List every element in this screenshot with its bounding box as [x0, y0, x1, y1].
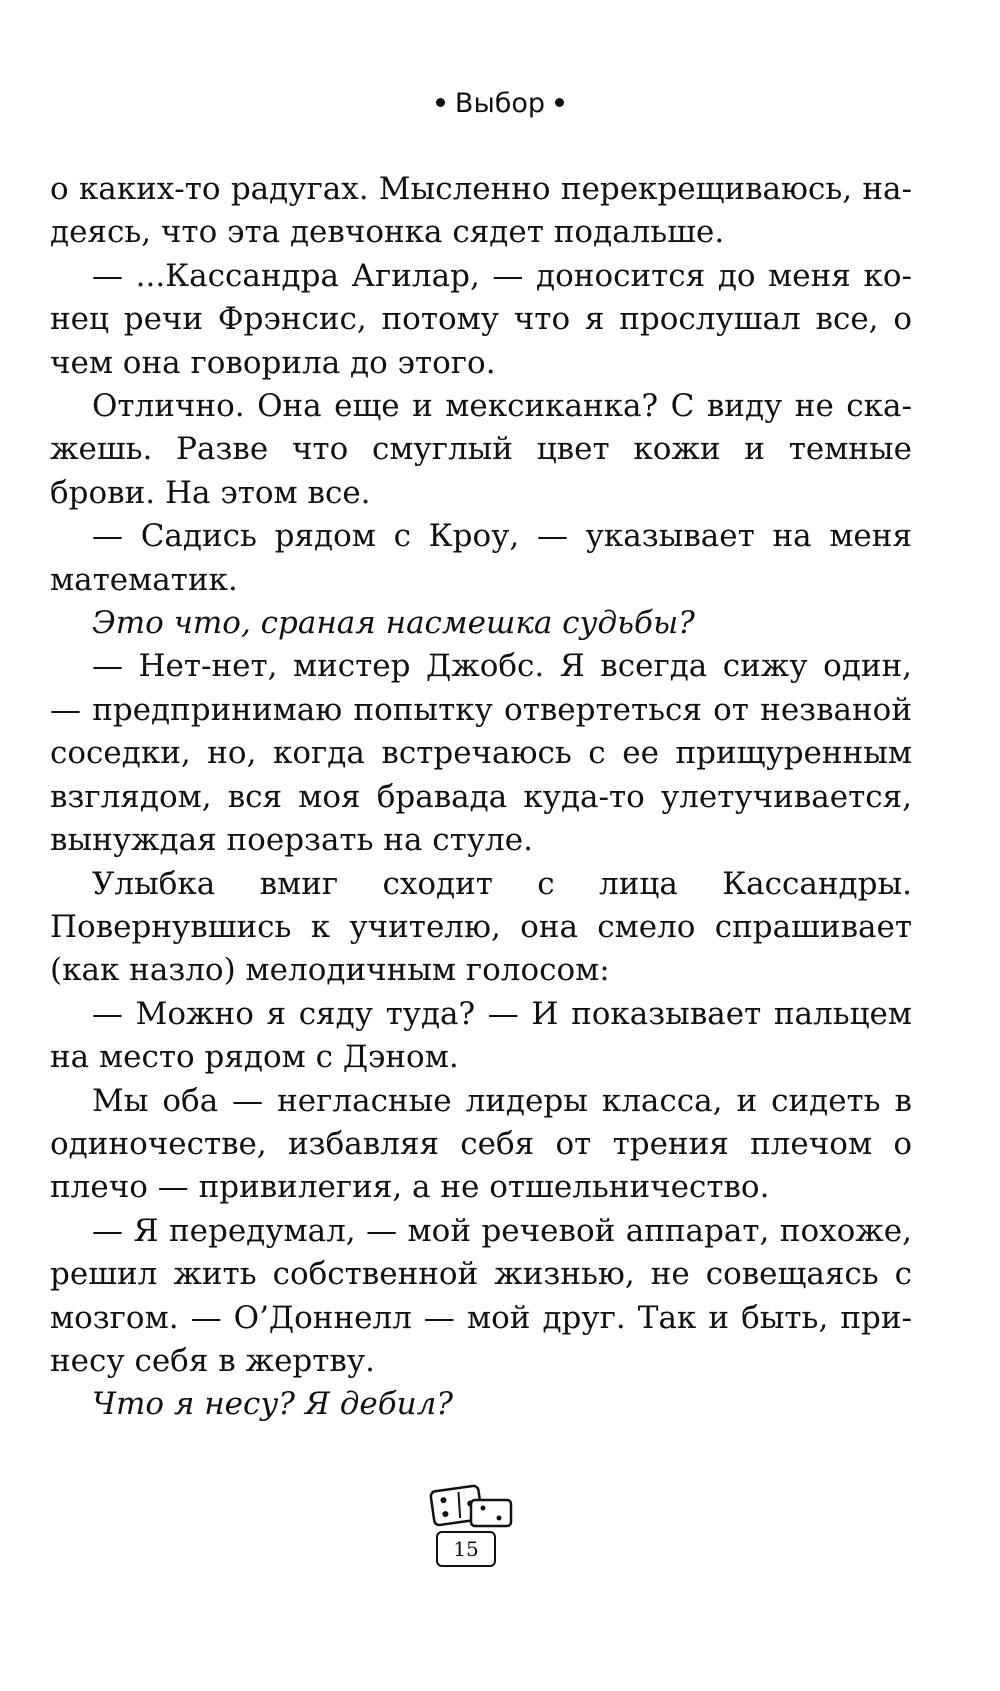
paragraph: — Можно я сяду туда? — И показывает пальцем на место рядом с Дэном. — [50, 995, 912, 1076]
running-header — [0, 88, 1000, 119]
paragraph: — Садись рядом с Кроу, — указывает на меня математик. — [50, 518, 912, 598]
paragraph: Улыбка вмиг сходит с лица Кассандры. Повернувшись к учителю, она смело спрашивает (как назло) мелодичным голосом: — [50, 865, 912, 989]
paragraph-italic: Что я несу? Я дебил? — [92, 1386, 453, 1423]
bullet-icon — [555, 98, 564, 107]
paragraph: — Я передумал, — мой речевой аппарат, похоже, решил жить собственной жизнью, не совещаясь с мозгом. — О’Доннелл — мой друг. Так и быть, принесу себя в жертву. — [50, 1212, 912, 1379]
paragraph: Мы оба — негласные лидеры класса, и сидеть в одиночестве, избавляя себя от трения плечом о плечо — привилегия, а не отшельничество. — [50, 1082, 912, 1206]
chapter-title: Выбор — [454, 88, 546, 119]
paragraph: — ...Кассандра Агилар, — доносится до меня конец речи Фрэнсис, потому что я прослушал все, о чем она говорила до этого. — [50, 257, 912, 381]
bullet-icon — [436, 98, 445, 107]
body-text — [50, 168, 912, 1427]
paragraph: о каких-то радугах. Мысленно перекрещиваюсь, надеясь, что эта девчонка сядет подальше. — [50, 171, 912, 251]
page-number: 15 — [436, 1531, 496, 1567]
paragraph-italic: Это что, сраная насмешка судьбы? — [92, 605, 695, 642]
paragraph: Отлично. Она еще и мексиканка? С виду не скажешь. Разве что смуглый цвет кожи и темные брови. На этом все. — [50, 388, 912, 511]
paragraph: — Нет-нет, мистер Джобс. Я всегда сижу один, — предпринимаю попытку отвертеться от незваной соседки, но, когда встречаюсь с ее прищуренным взглядом, вся моя бравада куда-то улетучивается, вынуждая поерзать на стуле. — [50, 648, 912, 859]
